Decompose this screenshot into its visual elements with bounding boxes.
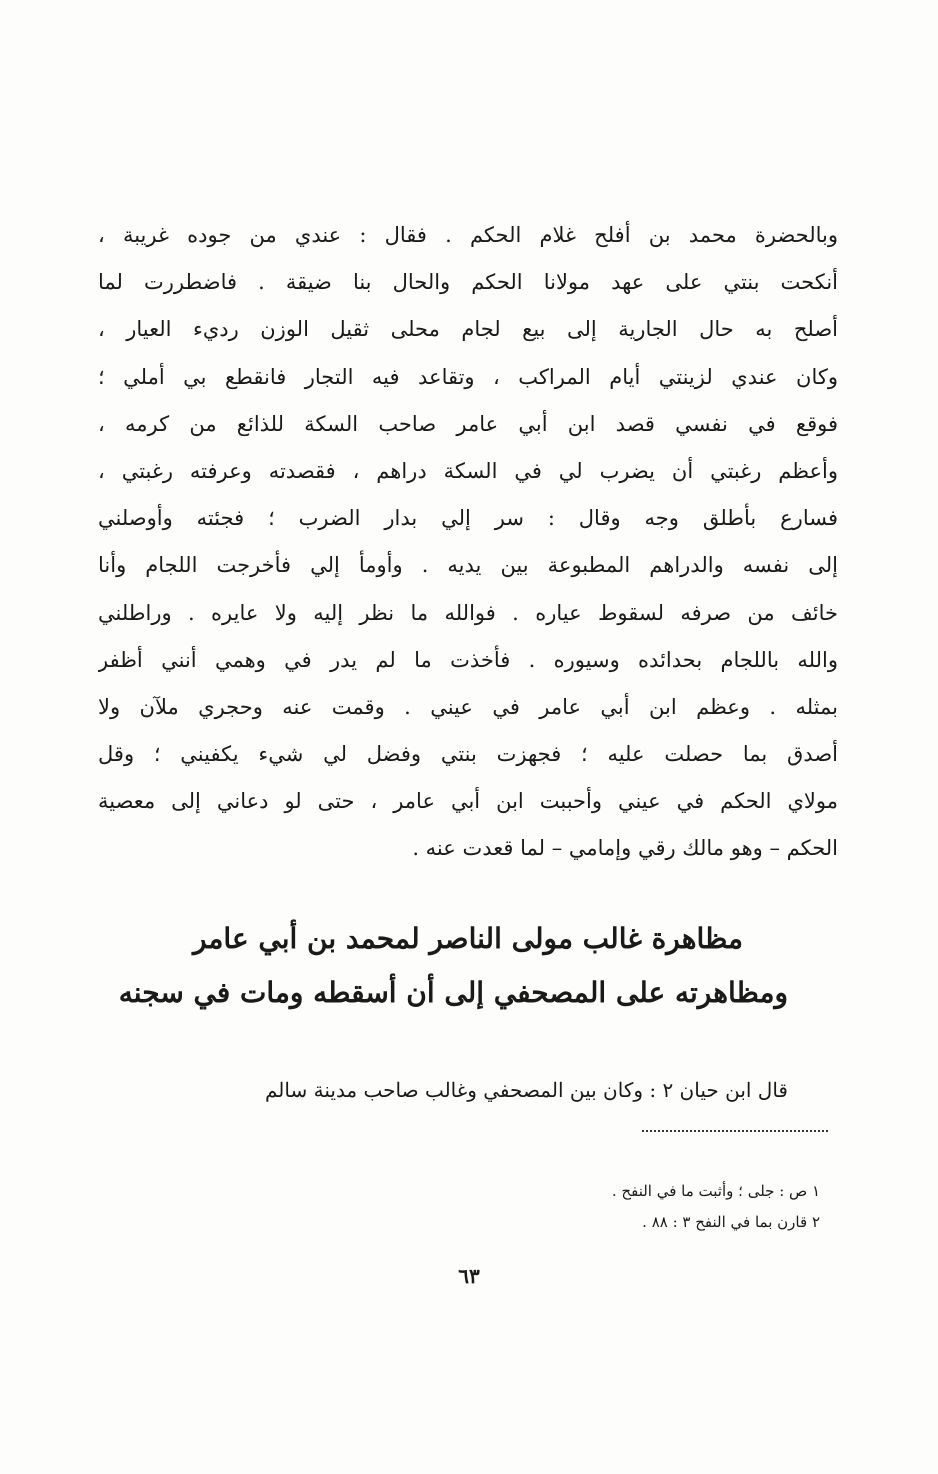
text-line: مولاي الحكم في عيني وأحببت ابن أبي عامر ، حتى لو دعاني إلى معصية <box>98 789 838 814</box>
section-heading-line-2: ومظاهرته على المصحفي إلى أن أسقطه ومات في سجنه <box>118 976 788 1009</box>
text-line: إلى نفسه والدراهم المطبوعة بين يديه . وأومأ إلي فأخرجت اللجام وأنا <box>98 553 838 578</box>
text-line: أنكحت بنتي على عهد مولانا الحكم والحال بنا ضيقة . فاضطررت لما <box>98 270 838 295</box>
body-paragraph <box>98 212 838 873</box>
text-line: وأعظم رغبتي أن يضرب لي في السكة دراهم ، فقصدته وعرفته رغبتي ، <box>98 458 838 483</box>
page-number: ٦٣ <box>458 1264 480 1288</box>
footnote-2: ٢ قارن بما في النفح ٣ : ٨٨ . <box>642 1213 820 1231</box>
text-line: أصلح به حال الجارية إلى بيع لجام محلى ثقيل الوزن رديء العيار ، <box>98 317 838 342</box>
text-line: أصدق بما حصلت عليه ؛ فجهزت بنتي وفضل لي شيء يكفيني ؛ وقل <box>98 742 838 767</box>
text-line: بمثله . وعظم ابن أبي عامر في عيني . وقمت عنه وحجري ملآن ولا <box>98 694 838 719</box>
text-line: الحكم – وهو مالك رقي وإمامي – لما قعدت عنه . <box>412 836 838 861</box>
section-heading <box>118 912 788 1020</box>
text-line: فوقع في نفسي قصد ابن أبي عامر صاحب السكة للذائع من كرمه ، <box>98 411 838 436</box>
section-intro-line: قال ابن حيان ٢ : وكان بين المصحفي وغالب صاحب مدينة سالم <box>265 1078 788 1102</box>
text-line: فسارع بأطلق وجه وقال : سر إلي بدار الضرب ؛ فجئته وأوصلني <box>98 506 838 531</box>
text-line: وكان عندي لزينتي أيام المراكب ، وتقاعد فيه التجار فانقطع بي أملي ؛ <box>98 364 838 389</box>
footnote-1: ١ ص : جلى ؛ وأثبت ما في النفح . <box>611 1182 820 1200</box>
text-line: خائف من صرفه لسقوط عياره . فوالله ما نظر إليه ولا عايره . وراطلني <box>98 600 838 625</box>
text-line: والله باللجام بحدائده وسيوره . فأخذت ما لم يدر في وهمي أنني أظفر <box>98 647 838 672</box>
section-heading-line-1: مظاهرة غالب مولى الناصر لمحمد بن أبي عامر <box>192 922 744 955</box>
footnote-divider <box>642 1130 828 1132</box>
footnotes <box>320 1176 820 1238</box>
text-line: وبالحضرة محمد بن أفلح غلام الحكم . فقال : عندي من جوده غريبة ، <box>98 223 838 247</box>
